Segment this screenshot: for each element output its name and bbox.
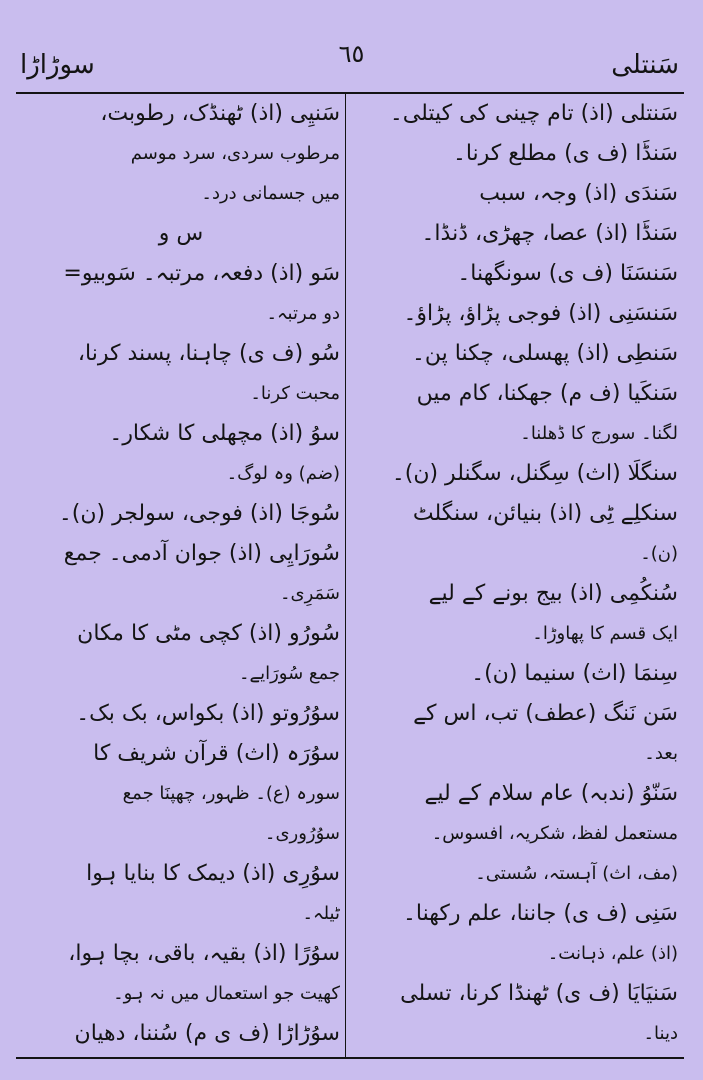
entry-line: (اذ) علم، ذہانت۔ <box>547 943 678 964</box>
entry-line: مستعمل لفظ، شکریہ، افسوس۔ <box>431 823 678 844</box>
entry-line: سنگلَا (اث) سِگنل، سگنلر (ن)۔ <box>391 461 678 486</box>
entry-line: سَنطِی (اذ) پھسلی، چکنا پن۔ <box>412 341 678 366</box>
entry-line: (ن)۔ <box>640 543 678 564</box>
entry-line: ایک قسم کا پھاوڑا۔ <box>532 623 678 644</box>
entry-line: جمع سُورَایے۔ <box>238 663 340 684</box>
entry-line: سورہ (ع)۔ ظہور، چھپنَا جمع <box>122 783 340 804</box>
entry-line: سُو (ف ی) چاہنا، پسند کرنا، <box>77 341 340 366</box>
entry-line: سوُرَہ (اث) قرآن شریف کا <box>93 741 340 766</box>
entry-line: سَنِی (ف ی) جاننا، علم رکھنا۔ <box>403 901 678 926</box>
entry-line: سُورُو (اذ) کچی مٹی کا مکان <box>77 621 340 646</box>
entry-line: سُورَایِی (اذ) جوان آدمی۔ جمع <box>63 541 340 566</box>
right-column <box>353 94 678 1057</box>
entry-line: سَنّوُ (ندبہ) عام سلام کے لیے <box>424 781 678 806</box>
entry-line: سوُرِی (اذ) دیمک کا بنایا ہوا <box>86 861 340 886</box>
column-divider <box>345 94 346 1057</box>
entry-line: سنکلِے ٹِی (اذ) بنیائن، سنگلٹ <box>412 501 678 526</box>
entry-line: سِنمَا (اث) سنیما (ن)۔ <box>471 661 678 686</box>
guide-word-right: سَنتلی <box>611 50 679 80</box>
page-number: ٦٥ <box>338 40 365 68</box>
entry-line: سَنتلی (اذ) تام چینی کی کیتلی۔ <box>389 101 678 126</box>
entry-line: ٹیلہ۔ <box>302 903 340 924</box>
footer-rule <box>16 1057 684 1059</box>
entry-line: سَنیِی (اذ) ٹھنڈک، رطوبت، <box>100 101 340 126</box>
entry-line: (ضم) وہ لوگ۔ <box>226 463 340 484</box>
entry-line: میں جسمانی درد۔ <box>201 183 340 204</box>
entry-line: سَمَرِی۔ <box>279 583 340 604</box>
entry-line: سوُرُوتو (اذ) بکواس، بک بک۔ <box>76 701 340 726</box>
entry-line: سُوجَا (اذ) فوجی، سولجر (ن)۔ <box>58 501 340 526</box>
entry-line: کھیت جو استعمال میں نہ ہو۔ <box>113 983 340 1004</box>
entry-line: سوُرًا (اذ) بقیہ، باقی، بچا ہوا، <box>68 941 340 966</box>
entry-line: سَنیَایَا (ف ی) ٹھنڈا کرنا، تسلی <box>400 981 678 1006</box>
entry-line: سَنسَنَا (ف ی) سونگھنا۔ <box>457 261 678 286</box>
entry-line: (مف، اث) آہستہ، سُستی۔ <box>475 863 678 884</box>
entry-line: دو مرتبہ۔ <box>266 303 340 324</box>
entry-line: س و <box>158 221 204 246</box>
entry-line: سَو (اذ) دفعہ، مرتبہ۔ سَوبیو= <box>63 261 340 286</box>
left-column <box>22 94 340 1057</box>
entry-line: سَنڈَا (ف ی) مطلع کرنا۔ <box>452 141 678 166</box>
entry-line: سَندَی (اذ) وجہ، سبب <box>479 181 678 206</box>
entry-line: محبت کرنا۔ <box>250 383 340 404</box>
entry-line: دینا۔ <box>643 1023 678 1044</box>
entry-line: سَنڈَا (اذ) عصا، چھڑی، ڈنڈا۔ <box>421 221 678 246</box>
guide-word-left: سوڑاڑا <box>20 50 95 80</box>
entry-line: سوُ (اذ) مچھلی کا شکار۔ <box>109 421 340 446</box>
entry-line: سُنکُمِی (اذ) بیج بونے کے لیے <box>428 581 678 606</box>
entry-line: سَنسَنِی (اذ) فوجی پڑاؤ، پڑاؤ۔ <box>403 301 678 326</box>
entry-line: لگنا۔ سورج کا ڈھلنا۔ <box>520 423 678 444</box>
entry-line: سوُڑاڑا (ف ی م) سُننا، دھیان <box>74 1021 340 1046</box>
entry-line: سوُرُوری۔ <box>264 823 340 844</box>
entry-line: مرطوب سردی، سرد موسم <box>130 143 340 164</box>
entry-line: بعد۔ <box>644 743 678 764</box>
entry-line: سَنکَیا (ف م) جھکنا، کام میں <box>416 381 678 406</box>
entry-line: سَن نَنگ (عطف) تب، اس کے <box>413 701 678 726</box>
